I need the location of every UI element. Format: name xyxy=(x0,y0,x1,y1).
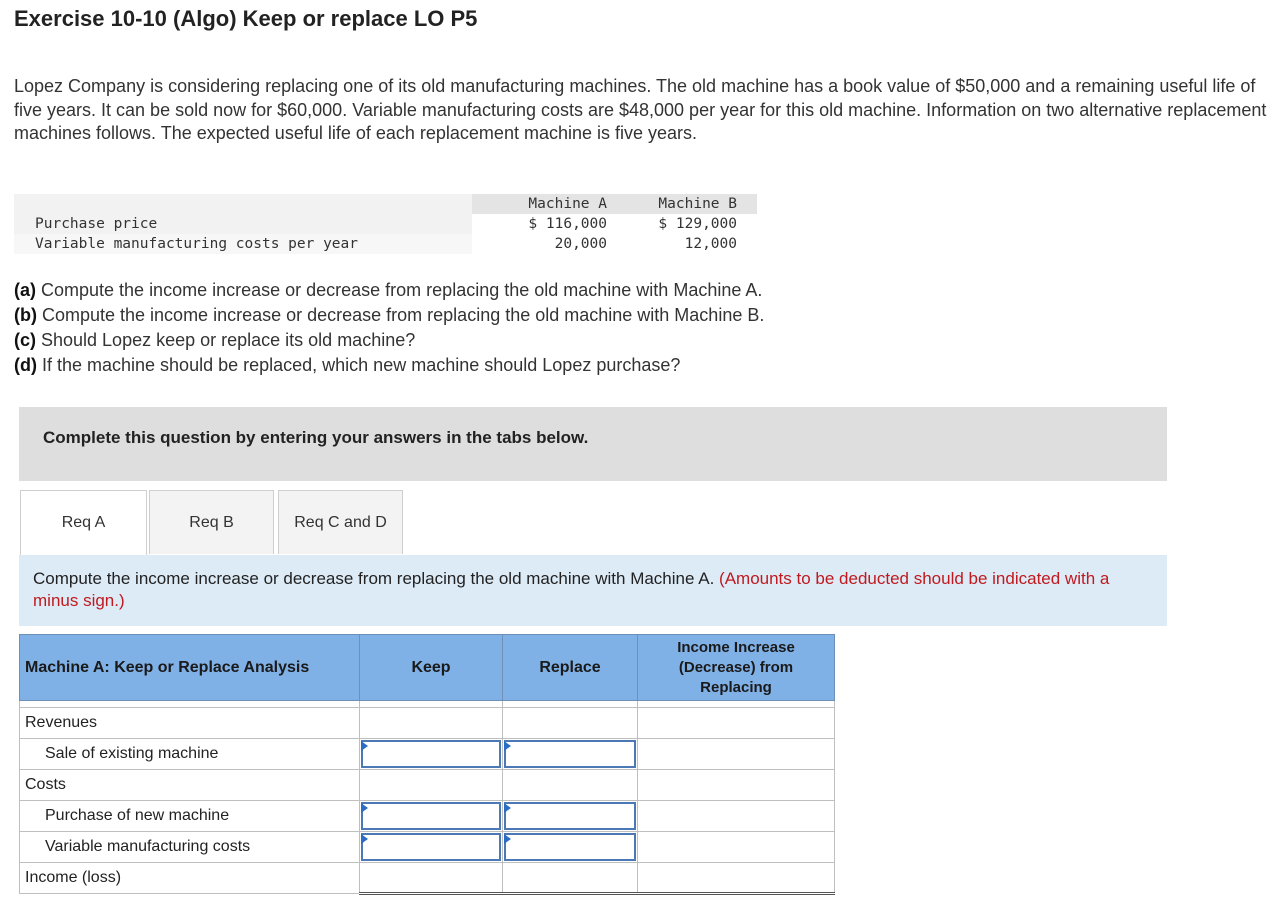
input-flag-icon xyxy=(504,834,511,844)
question-tag: (b) xyxy=(14,305,37,325)
tab-req-c-and-d[interactable]: Req C and D xyxy=(278,490,403,554)
table-row xyxy=(20,708,835,739)
tab-req-a[interactable]: Req A xyxy=(20,490,147,556)
intro-paragraph: Lopez Company is considering replacing one of its old manufacturing machines. The old machine has a book value of $50,000 and a remaining useful life of five years. It can be sold now for $60,000. Variable manufacturing costs are $48,000 per year for this old machine. Information on two alternative replacement machines follows. The expected useful life of each replacement machine is five years. xyxy=(14,76,1267,143)
empty-cell xyxy=(638,801,835,832)
instruction-text: Complete this question by entering your answers in the tabs below. xyxy=(43,428,589,447)
spacer-cell xyxy=(638,701,835,708)
prompt-box xyxy=(19,555,1167,626)
header-analysis: Machine A: Keep or Replace Analysis xyxy=(20,635,360,701)
empty-cell xyxy=(503,708,638,739)
table-row-total xyxy=(20,863,835,894)
info-row-label: Variable manufacturing costs per year xyxy=(14,234,472,254)
machine-info-table xyxy=(14,194,757,254)
keep-replace-table xyxy=(19,634,835,895)
sale-replace-cell xyxy=(503,739,638,770)
spacer-cell xyxy=(20,701,360,708)
table-row xyxy=(20,832,835,863)
input-flag-icon xyxy=(504,741,511,751)
info-row-label: Purchase price xyxy=(14,214,472,234)
question-list xyxy=(14,278,764,378)
purchase-keep-input[interactable] xyxy=(361,802,501,830)
question-text: If the machine should be replaced, which new machine should Lopez purchase? xyxy=(36,355,681,375)
spacer-cell xyxy=(360,701,503,708)
input-flag-icon xyxy=(361,741,368,751)
question-item xyxy=(14,278,764,303)
empty-cell xyxy=(638,832,835,863)
exercise-title: Exercise 10-10 (Algo) Keep or replace LO P5 xyxy=(14,6,478,31)
purchase-replace-input[interactable] xyxy=(504,802,636,830)
variable-keep-cell xyxy=(360,832,503,863)
question-item xyxy=(14,328,764,353)
income-keep-cell xyxy=(360,863,503,894)
income-replace-cell xyxy=(503,863,638,894)
tab-req-b[interactable]: Req B xyxy=(149,490,274,554)
prompt-note: (Amounts to be deducted should be indicated with a minus sign.) xyxy=(33,569,1110,610)
row-label-revenues: Revenues xyxy=(20,708,360,739)
table-row xyxy=(20,801,835,832)
question-text: Compute the income increase or decrease from replacing the old machine with Machine A. xyxy=(36,280,763,300)
header-keep: Keep xyxy=(360,635,503,701)
prompt-text: Compute the income increase or decrease from replacing the old machine with Machine A. xyxy=(33,569,720,588)
row-label-sale-existing: Sale of existing machine xyxy=(20,739,360,770)
empty-cell xyxy=(503,770,638,801)
question-tag: (c) xyxy=(14,330,36,350)
empty-cell xyxy=(638,770,835,801)
info-cell-a: 20,000 xyxy=(472,234,617,254)
info-cell-b: $ 129,000 xyxy=(617,214,757,234)
purchase-keep-cell xyxy=(360,801,503,832)
question-tag: (a) xyxy=(14,280,36,300)
question-item xyxy=(14,353,764,378)
table-row xyxy=(20,739,835,770)
empty-cell xyxy=(638,708,835,739)
empty-cell xyxy=(638,739,835,770)
purchase-replace-cell xyxy=(503,801,638,832)
question-text: Compute the income increase or decrease from replacing the old machine with Machine B. xyxy=(36,305,765,325)
row-label-costs: Costs xyxy=(20,770,360,801)
instruction-banner xyxy=(19,407,1167,481)
table-row xyxy=(20,770,835,801)
row-label-variable-costs: Variable manufacturing costs xyxy=(20,832,360,863)
input-flag-icon xyxy=(361,834,368,844)
info-header-machine-a: Machine A xyxy=(472,194,617,214)
info-cell-b: 12,000 xyxy=(617,234,757,254)
input-flag-icon xyxy=(504,803,511,813)
header-income-difference: Income Increase (Decrease) from Replacing xyxy=(638,635,835,701)
sale-keep-input[interactable] xyxy=(361,740,501,768)
info-header-machine-b: Machine B xyxy=(617,194,757,214)
header-replace: Replace xyxy=(503,635,638,701)
income-difference-cell xyxy=(638,863,835,894)
info-header-blank xyxy=(14,194,472,214)
row-label-income: Income (loss) xyxy=(20,863,360,894)
question-text: Should Lopez keep or replace its old machine? xyxy=(36,330,416,350)
variable-replace-cell xyxy=(503,832,638,863)
question-item xyxy=(14,303,764,328)
empty-cell xyxy=(360,770,503,801)
question-tag: (d) xyxy=(14,355,37,375)
variable-keep-input[interactable] xyxy=(361,833,501,861)
sale-keep-cell xyxy=(360,739,503,770)
info-cell-a: $ 116,000 xyxy=(472,214,617,234)
input-flag-icon xyxy=(361,803,368,813)
variable-replace-input[interactable] xyxy=(504,833,636,861)
table-header-row xyxy=(20,635,835,701)
empty-cell xyxy=(360,708,503,739)
row-label-purchase-new: Purchase of new machine xyxy=(20,801,360,832)
spacer-cell xyxy=(503,701,638,708)
sale-replace-input[interactable] xyxy=(504,740,636,768)
